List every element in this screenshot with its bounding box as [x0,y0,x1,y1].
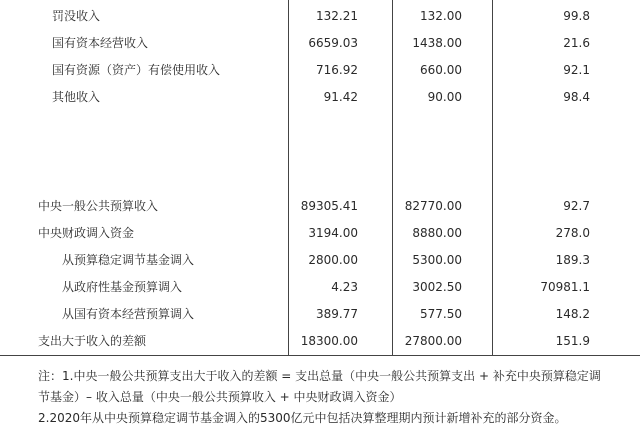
value-cell: 91.42 [323,90,358,104]
note-line: 节基金）– 收入总量（中央一般公共预算收入 + 中央财政调入资金） [38,390,402,404]
value-cell: 389.77 [316,307,358,321]
row-label: 从国有资本经营预算调入 [62,307,195,321]
value-cell: 8880.00 [412,226,462,240]
value-cell: 5300.00 [412,253,462,267]
row-label: 国有资源（资产）有偿使用收入 [52,63,221,77]
row-label: 国有资本经营收入 [52,36,149,50]
table-row [0,84,640,111]
table-row [0,193,640,220]
value-cell: 3194.00 [308,226,358,240]
footnotes [38,366,623,429]
row-label: 中央财政调入资金 [38,226,135,240]
row-label: 罚没收入 [52,9,101,23]
note-line: 2.2020年从中央预算稳定调节基金调入的5300亿元中包括决算整理期内预计新增补充的部分资金。 [38,411,567,425]
value-cell: 92.7 [563,199,590,213]
value-cell: 1438.00 [412,36,462,50]
value-cell: 89305.41 [300,199,358,213]
value-cell: 99.8 [563,9,590,23]
table-row [0,328,640,355]
table-row [0,57,640,84]
value-cell: 70981.1 [540,280,590,294]
value-cell: 98.4 [563,90,590,104]
value-cell: 189.3 [555,253,590,267]
table-row [0,30,640,57]
table-row [0,3,640,30]
value-cell: 132.00 [420,9,462,23]
value-cell: 660.00 [420,63,462,77]
value-cell: 278.0 [555,226,590,240]
table-row [0,301,640,328]
table-bottom-rule [0,355,640,356]
note-line: 注：1.中央一般公共预算支出大于收入的差额 = 支出总量（中央一般公共预算支出 + 补充中央预算稳定调 [38,369,601,383]
row-label: 从政府性基金预算调入 [62,280,183,294]
row-label: 其他收入 [52,90,101,104]
value-cell: 90.00 [427,90,462,104]
value-cell: 18300.00 [300,334,358,348]
row-label: 支出大于收入的差额 [38,334,147,348]
value-cell: 148.2 [555,307,590,321]
row-label: 中央一般公共预算收入 [38,199,159,213]
table-row [0,247,640,274]
value-cell: 27800.00 [404,334,462,348]
value-cell: 6659.03 [308,36,358,50]
value-cell: 3002.50 [412,280,462,294]
value-cell: 82770.00 [404,199,462,213]
value-cell: 4.23 [331,280,358,294]
value-cell: 21.6 [563,36,590,50]
value-cell: 2800.00 [308,253,358,267]
row-label: 从预算稳定调节基金调入 [62,253,195,267]
value-cell: 577.50 [420,307,462,321]
value-cell: 132.21 [316,9,358,23]
value-cell: 92.1 [563,63,590,77]
table-row [0,274,640,301]
value-cell: 716.92 [316,63,358,77]
table-row [0,220,640,247]
value-cell: 151.9 [555,334,590,348]
